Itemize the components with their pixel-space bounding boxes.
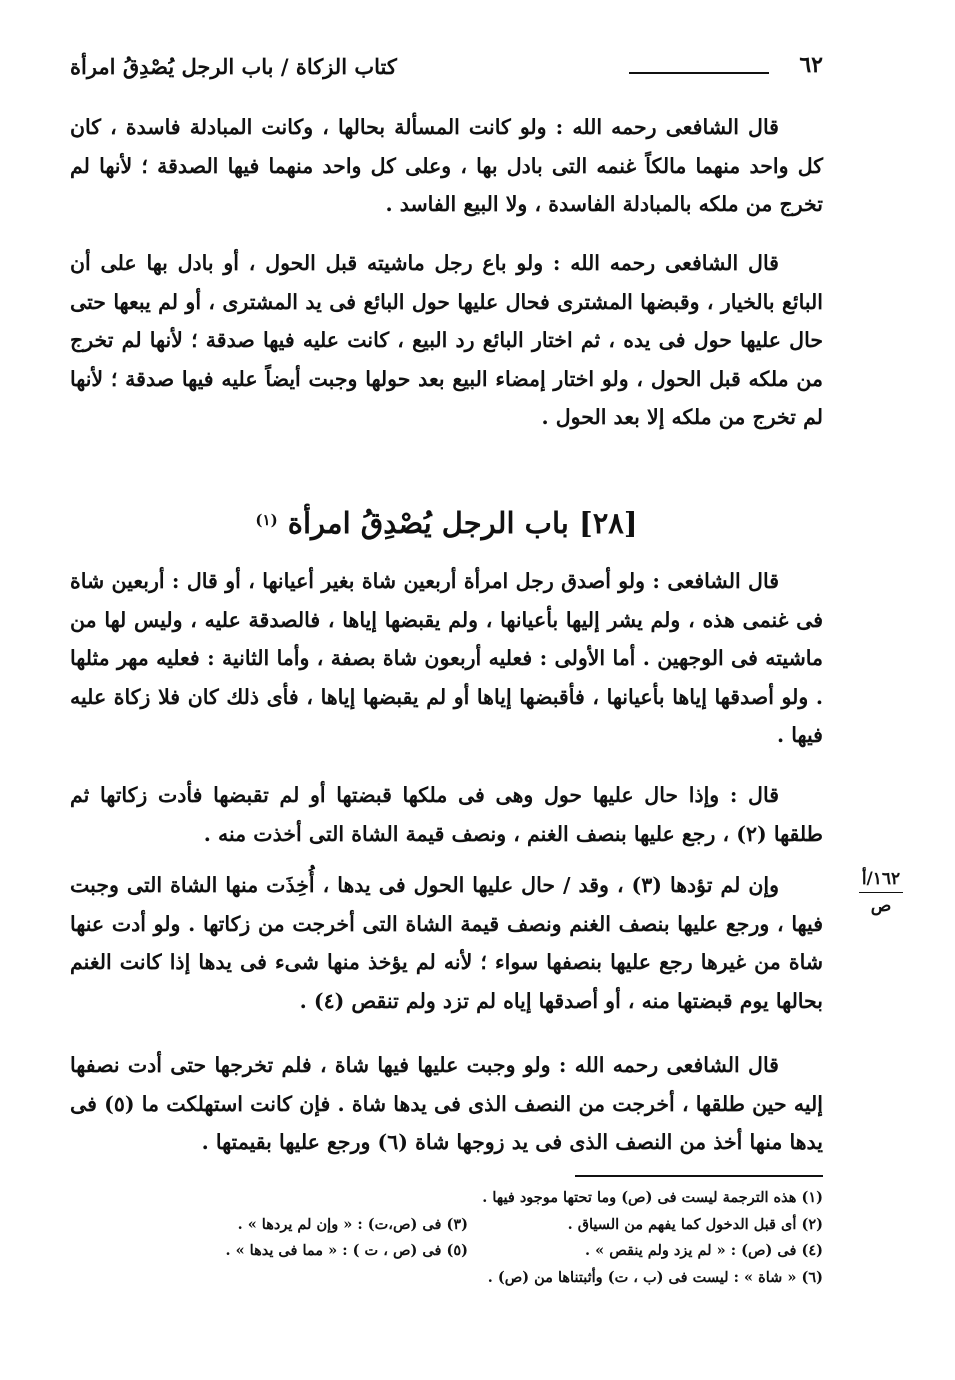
speaker-label: قال الشافعى xyxy=(665,251,779,275)
speaker-label: قال الشافعى xyxy=(667,569,779,593)
paragraph-text: : ولو أصدق رجل امرأة أربعين شاة بغير أعيانها ، أو قال : أربعين شاة فى غنمى هذه ، ولم يشر إليها بأعيانها ، ولم يقبضها إياها ، فالصدقة عليه ، وليس لها من ماشيته فى الوجهين . أما الأولى : فعليه أربعون شاة بصفة ، وأما الثانية : فعليه مهر مثلها . ولو أصدقها إياها بأعيانها ، فأقبضها إياها أو لم يقبضها إياها ، فأى ذلك كان فلا زكاة عليه فيها . xyxy=(70,569,823,747)
paragraph-5 xyxy=(70,866,823,1020)
footnote-row xyxy=(130,1185,823,1212)
page-number: ٦٢ xyxy=(799,52,823,78)
footnote-6: (٦) « شاة » : ليست فى (ب ، ت) وأثبتناها من (ص) . xyxy=(487,1268,823,1286)
paragraph-text: رحمه الله : ولو وجبت عليها فيها شاة ، فلم تخرجها حتى أدت نصفها إليه حين طلقها ، أخرجت من النصف الذى فى يدها شاة . فإن كانت استهلكت ما (٥) فى يدها منها أخذ من النصف الذى فى يد زوجها شاة (٦) ورجع عليها بقيمتها . xyxy=(70,1053,823,1154)
footnote-row xyxy=(130,1265,823,1292)
footnote-5: (٥) فى (ص ، ت ) : « مما فى يدها » . xyxy=(225,1242,468,1259)
footnote-4: (٤) فى (ص) : « لم يزد ولم ينقص » . xyxy=(585,1242,823,1259)
footnote-separator xyxy=(575,1175,823,1177)
speaker-label: قال xyxy=(748,783,779,807)
paragraph-text: وإن لم تؤدها (٣) ، وقد / حال عليها الحول فى يدها ، أُخِذَت منها الشاة التى وجبت فيها ، ورجع عليها بنصف الغنم ونصف قيمة الشاة التى أخرجت من زكاتها . ولو أدت عنها شاة من غيرها رجع عليها بنصفها سواء ؛ لأنه لم يؤخذ منها شىء فى يدها إذا كانت الغنم بحالها يوم قبضتها منه ، أو أصدقها إياه لم تزد ولم تنقص (٤) . xyxy=(70,873,823,1013)
paragraph-1 xyxy=(70,108,823,224)
paragraph-4 xyxy=(70,776,823,853)
manuscript-siglum: ص xyxy=(870,896,892,916)
footnote-3: (٣) فى (ص،ت) : « وإن لم يردها » . xyxy=(237,1215,468,1233)
paragraph-2 xyxy=(70,244,823,437)
footnote-2: (٢) أى قبل الدخول كما يفهم من السياق . xyxy=(567,1215,823,1233)
header-rule xyxy=(629,72,769,74)
running-title: كتاب الزكاة / باب الرجل يُصْدِقُ امرأة xyxy=(70,54,397,79)
paragraph-text: : وإذا حال عليها حول وهى فى ملكها قبضتها أو لم تقبضها فأدت زكاتها ثم طلقها (٢) ، رجع عليها بنصف الغنم ، ونصف قيمة الشاة التى أخذت منه . xyxy=(70,783,823,846)
margin-note-rule xyxy=(859,892,903,893)
manuscript-margin-note xyxy=(852,866,910,919)
paragraph-3 xyxy=(70,562,823,755)
paragraph-text: رحمه الله : ولو باع رجل ماشيته قبل الحول ، أو بادل بها على أن البائع بالخيار ، وقبضها المشترى فحال عليها حول البائع فى يد المشترى ، أو لم يبعها حتى حال عليها حول فى يده ، ثم اختار البائع رد البيع ، كانت عليه فيها صدقة ؛ لأنها لم تخرج من ملكه قبل الحول ، ولو اختار إمضاء البيع بعد حولها وجبت أيضاً عليه فيها صدقة ؛ لأنها لم تخرج من ملكه إلا بعد الحول . xyxy=(70,251,823,429)
speaker-label: قال الشافعى xyxy=(665,115,779,139)
footnote-row xyxy=(130,1212,823,1239)
running-header xyxy=(70,52,823,92)
paragraph-text: رحمه الله : ولو كانت المسألة بحالها ، وكانت المبادلة فاسدة ، كان كل واحد منهما مالكاً غنمه التى بادل بها ، وعلى كل واحد منهما فيها الصدقة ؛ لأنها لم تخرج من ملكه بالمبادلة الفاسدة ، ولا البيع الفاسد . xyxy=(70,115,823,216)
chapter-title: [٢٨] باب الرجل يُصْدِقُ امرأة xyxy=(287,506,638,540)
chapter-footnote-marker: (١) xyxy=(255,511,278,529)
footnote-row xyxy=(130,1238,823,1265)
manuscript-folio-ref: ١٦٢/أ xyxy=(861,869,901,889)
footnotes xyxy=(130,1185,823,1291)
footnote-1: (١) هذه الترجمة ليست فى (ص) وما تحتها موجود فيها . xyxy=(482,1189,823,1206)
paragraph-6 xyxy=(70,1046,823,1162)
chapter-heading xyxy=(70,506,823,540)
speaker-label: قال الشافعى xyxy=(666,1053,779,1077)
